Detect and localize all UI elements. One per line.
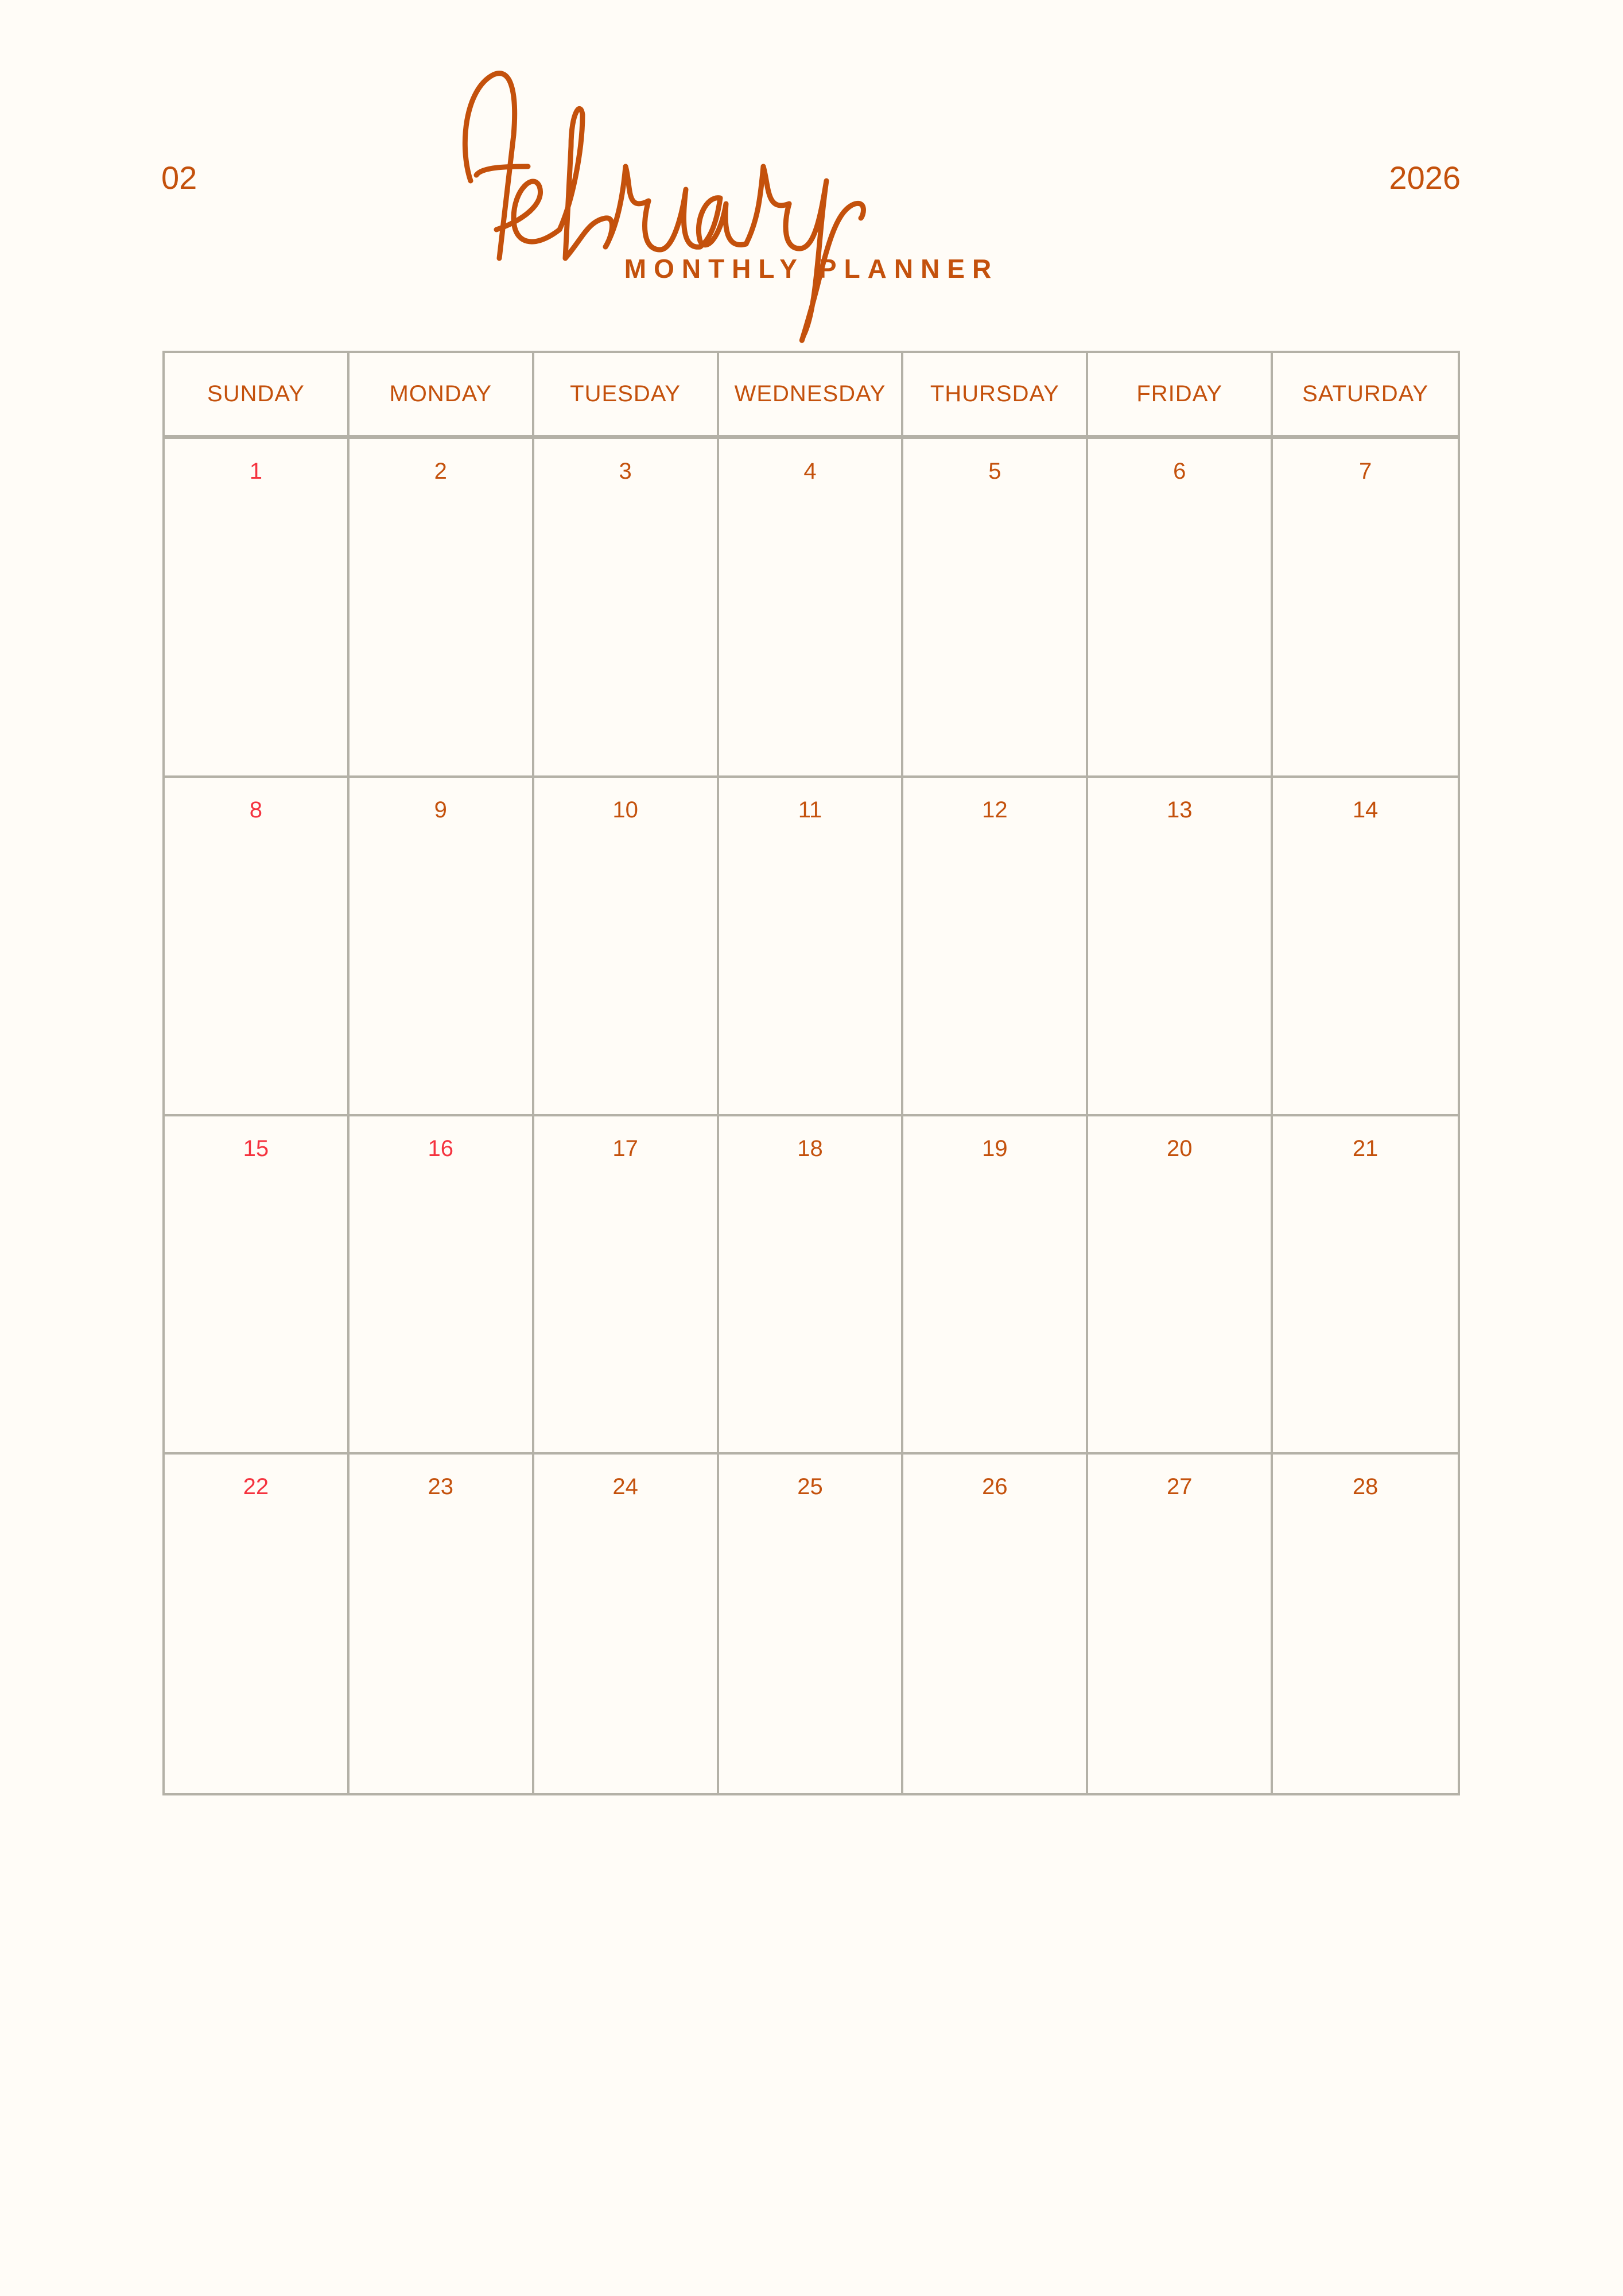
day-cell[interactable]: 12 (903, 778, 1088, 1116)
day-cell[interactable]: 21 (1273, 1116, 1458, 1455)
day-cell[interactable]: 17 (534, 1116, 719, 1455)
year-label: 2026 (1389, 160, 1461, 196)
day-cell[interactable]: 7 (1273, 439, 1458, 778)
day-cell[interactable]: 10 (534, 778, 719, 1116)
day-cell[interactable]: 18 (719, 1116, 904, 1455)
day-cell[interactable]: 2 (350, 439, 534, 778)
weekday-header-thursday: THURSDAY (903, 353, 1088, 439)
day-cell[interactable]: 19 (903, 1116, 1088, 1455)
day-cell[interactable]: 5 (903, 439, 1088, 778)
day-cell[interactable]: 15 (165, 1116, 350, 1455)
day-cell[interactable]: 24 (534, 1455, 719, 1793)
day-cell[interactable]: 26 (903, 1455, 1088, 1793)
calendar-grid (162, 351, 1460, 1795)
day-cell[interactable]: 3 (534, 439, 719, 778)
day-cell[interactable]: 22 (165, 1455, 350, 1793)
day-cell[interactable]: 6 (1088, 439, 1273, 778)
day-cell[interactable]: 9 (350, 778, 534, 1116)
day-cell[interactable]: 14 (1273, 778, 1458, 1116)
weekday-header-wednesday: WEDNESDAY (719, 353, 904, 439)
day-cell[interactable]: 4 (719, 439, 904, 778)
weekday-header-sunday: SUNDAY (165, 353, 350, 439)
day-cell[interactable]: 11 (719, 778, 904, 1116)
month-number: 02 (161, 160, 197, 196)
weekday-header-friday: FRIDAY (1088, 353, 1273, 439)
day-cell[interactable]: 25 (719, 1455, 904, 1793)
weekday-header-tuesday: TUESDAY (534, 353, 719, 439)
day-cell[interactable]: 8 (165, 778, 350, 1116)
planner-subtitle: MONTHLY PLANNER (624, 254, 999, 284)
day-cell[interactable]: 23 (350, 1455, 534, 1793)
day-cell[interactable]: 28 (1352, 1474, 1379, 1500)
day-cell[interactable]: 16 (350, 1116, 534, 1455)
day-cell[interactable]: 27 (1088, 1455, 1273, 1793)
day-cell[interactable]: 20 (1088, 1116, 1273, 1455)
weekday-header-saturday: SATURDAY (1273, 353, 1458, 439)
day-cell[interactable]: 13 (1088, 778, 1273, 1116)
weekday-header-monday: MONDAY (350, 353, 534, 439)
month-title (459, 66, 1182, 278)
day-cell[interactable]: 1 (165, 439, 350, 778)
